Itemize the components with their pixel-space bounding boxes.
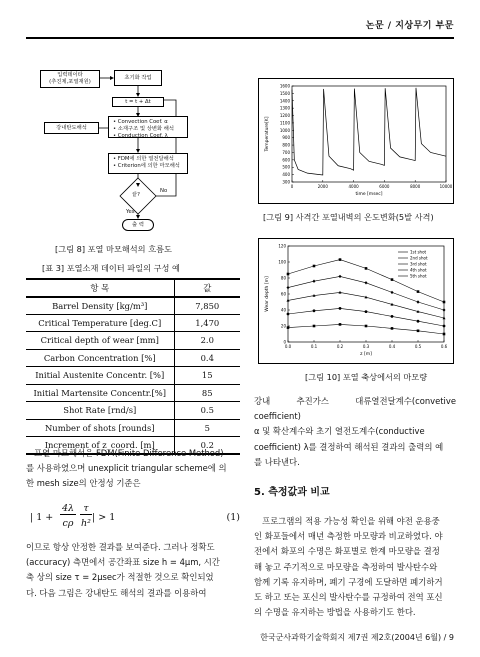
fig9-chart bbox=[258, 78, 454, 204]
data-point bbox=[339, 291, 342, 294]
x-axis-label: z [m] bbox=[360, 352, 372, 357]
table-row bbox=[26, 314, 240, 332]
header-rule bbox=[26, 37, 454, 39]
ballistics-box: 강내탄도해석 bbox=[44, 122, 99, 134]
x-tick-label: 2000 bbox=[317, 184, 328, 189]
table-row bbox=[26, 297, 240, 315]
table-row bbox=[26, 332, 240, 350]
data-point bbox=[313, 265, 316, 268]
data-point bbox=[365, 325, 368, 328]
section-heading: 5. 측정값과 비교 bbox=[254, 487, 330, 498]
x-tick-label: 6000 bbox=[379, 184, 390, 189]
table-cell-value: 2.0 bbox=[174, 332, 240, 350]
x-axis-label: time [msec] bbox=[355, 192, 383, 197]
data-point bbox=[339, 258, 342, 261]
data-point bbox=[287, 313, 290, 316]
text-line: 강내 추진가스 대류열전달계수(convetive coefficient) bbox=[254, 396, 456, 422]
y-tick-label: 700 bbox=[282, 149, 290, 155]
legend-label: 1st shot bbox=[410, 249, 427, 255]
text-line: 함께 기록 유지하며, 폐기 구경에 도달하면 폐기하거 bbox=[254, 576, 443, 587]
y-tick-label: 80 bbox=[280, 275, 286, 281]
text-line: 를 나타낸다. bbox=[254, 456, 300, 467]
table-header-item: 항 목 bbox=[26, 279, 174, 297]
y-tick-label: 500 bbox=[282, 164, 290, 170]
data-point bbox=[391, 278, 394, 281]
text-line: (accuracy) 측면에서 공간좌표 size h = 4μm, 시간 bbox=[26, 557, 220, 568]
y-tick-label: 1100 bbox=[279, 120, 290, 126]
table-header-value: 값 bbox=[174, 279, 240, 297]
data-point bbox=[287, 326, 290, 329]
fig9-caption: [그림 9] 사격간 포열내벽의 온도변화(5발 사격) bbox=[263, 212, 434, 222]
data-point bbox=[313, 280, 316, 283]
y-tick-label: 1600 bbox=[279, 83, 290, 89]
data-point bbox=[443, 308, 446, 311]
legend-label: 3rd shot bbox=[410, 261, 427, 267]
y-tick-label: 400 bbox=[282, 172, 290, 178]
table-cell-value: 7,850 bbox=[174, 297, 240, 315]
table-row bbox=[26, 402, 240, 420]
data-point bbox=[417, 320, 420, 323]
page-footer: 한국군사과학기술학회지 제7권 제2호(2004년 6월) / 9 bbox=[260, 633, 454, 642]
eq-h2: h² bbox=[81, 518, 91, 529]
text-line: 의 수명을 유지하는 방법을 사용하기도 한다. bbox=[254, 607, 416, 618]
text-line: 다. 다음 그림은 강내탄도 해석의 결과를 이용하여 bbox=[26, 587, 207, 598]
fig8-caption: [그림 8] 포열 마모해석의 흐름도 bbox=[55, 244, 172, 254]
text-line: 축 상의 size τ = 2μsec가 적절한 것으로 확인되었 bbox=[26, 572, 214, 583]
plot-area bbox=[292, 86, 446, 182]
text-line: 인 화포들에서 매년 측정한 마모량과 비교하였다. 야 bbox=[254, 531, 443, 542]
input-data-label: 입력데이타 bbox=[57, 72, 83, 78]
y-axis-label: Wear depth [m] bbox=[265, 276, 270, 312]
data-point bbox=[313, 325, 316, 328]
table-cell-value: 0.2 bbox=[174, 437, 240, 455]
table-cell-item: Shot Rate [rnd/s] bbox=[26, 402, 174, 420]
output-box: 출 력 bbox=[122, 219, 154, 231]
table3 bbox=[26, 278, 240, 455]
text-line: 프로그램의 적용 가능성 확인을 위해 야전 운용중 bbox=[262, 516, 440, 526]
table-row bbox=[26, 367, 240, 385]
table-cell-value: 0.4 bbox=[174, 349, 240, 367]
text-line: 한 mesh size의 안정성 기준은 bbox=[26, 478, 141, 489]
y-tick-label: 1300 bbox=[279, 105, 290, 111]
x-tick-label: 0 bbox=[290, 184, 294, 189]
y-axis-label: Temperature[K] bbox=[265, 116, 270, 152]
table-row bbox=[26, 419, 240, 437]
x-tick-label: 0.3 bbox=[362, 344, 370, 349]
flowchart bbox=[30, 60, 240, 240]
decision-label: 끝? bbox=[132, 192, 140, 198]
x-tick-label: 0.4 bbox=[388, 344, 396, 349]
table-cell-item: Critical Temperature [deg.C] bbox=[26, 314, 174, 332]
y-tick-label: 1000 bbox=[279, 127, 290, 133]
x-tick-label: 0.6 bbox=[440, 344, 448, 349]
table-cell-item: Number of shots [rounds] bbox=[26, 419, 174, 437]
table3-caption: [표 3] 포열소재 데이터 파일의 구성 예 bbox=[42, 263, 180, 273]
data-point bbox=[443, 333, 446, 336]
eq-number: (1) bbox=[226, 512, 240, 523]
table-row bbox=[26, 349, 240, 367]
x-tick-label: 10000 bbox=[439, 184, 453, 189]
data-point bbox=[313, 309, 316, 312]
text-line: coefficient) λ를 결정하여 해석된 결과의 출력의 예 bbox=[254, 441, 444, 452]
input-data-sublabel: (추진제,포열재원) bbox=[49, 79, 91, 85]
data-point bbox=[339, 307, 342, 310]
data-point bbox=[339, 323, 342, 326]
data-point bbox=[339, 275, 342, 278]
left-paragraph-2 bbox=[26, 540, 240, 601]
eq-lhs: | 1 + bbox=[30, 512, 54, 523]
y-tick-label: 0 bbox=[283, 339, 286, 345]
eq-tau: τ bbox=[80, 503, 92, 515]
fdm-line-2: • Criterion에 의한 마모해석 bbox=[113, 163, 180, 169]
text-line: 도 하고 또는 포신의 발사탄수를 규정하여 전역 포신 bbox=[254, 592, 443, 603]
fig10-caption: [그림 10] 포열 축상에서의 마모량 bbox=[305, 372, 428, 382]
time-step-box: t = t + Δt bbox=[112, 97, 164, 107]
x-tick-label: 8000 bbox=[410, 184, 421, 189]
eq-numerator: 4λ bbox=[61, 503, 75, 514]
y-tick-label: 1400 bbox=[279, 98, 290, 104]
x-tick-label: 0.5 bbox=[414, 344, 422, 349]
legend-label: 4th shot bbox=[410, 267, 427, 273]
eq-rhs: | > 1 bbox=[92, 512, 116, 523]
running-header: 논문 / 지상무기 부문 bbox=[365, 21, 454, 31]
x-tick-label: 0.0 bbox=[284, 344, 292, 349]
eq-denominator: cρ bbox=[62, 518, 74, 529]
coefficient-box bbox=[108, 116, 188, 138]
text-line: 포열 마모해석은 FDM(Finite Difference Method) bbox=[34, 448, 224, 458]
x-tick-label: 4000 bbox=[348, 184, 359, 189]
data-point bbox=[287, 286, 290, 289]
coef-line-1: • Convection Coef. α bbox=[113, 119, 168, 125]
y-tick-label: 40 bbox=[280, 307, 286, 313]
data-point bbox=[417, 300, 420, 303]
data-point bbox=[365, 310, 368, 313]
no-label: No bbox=[160, 188, 168, 194]
table-cell-item: Increment of z_coord. [m] bbox=[26, 437, 174, 455]
y-tick-label: 1200 bbox=[279, 113, 290, 119]
y-tick-label: 900 bbox=[282, 135, 290, 141]
equation-1 bbox=[30, 503, 240, 533]
coef-line-2: • 소재구조 및 상변화 해석 bbox=[113, 126, 175, 132]
yes-label: Yes bbox=[126, 209, 135, 215]
series-line bbox=[292, 88, 446, 175]
input-data-box bbox=[40, 70, 100, 88]
table-cell-item: Critical depth of wear [mm] bbox=[26, 332, 174, 350]
text-line: 전에서 화포의 수명은 화포별로 한계 마모량을 결정 bbox=[254, 546, 440, 557]
data-point bbox=[391, 315, 394, 318]
table-row bbox=[26, 384, 240, 402]
text-line: α 및 확산계수와 초기 열전도계수(conductive bbox=[254, 426, 425, 437]
table-header-row bbox=[26, 279, 240, 297]
data-point bbox=[287, 273, 290, 276]
data-point bbox=[443, 325, 446, 328]
coef-line-3: • Conduction Coef. λ bbox=[113, 133, 168, 139]
fdm-line-1: • FDM에 의한 열전달해석 bbox=[113, 156, 174, 162]
table-cell-item: Carbon Concentration [%] bbox=[26, 349, 174, 367]
table-cell-value: 85 bbox=[174, 384, 240, 402]
data-point bbox=[391, 327, 394, 330]
data-point bbox=[443, 301, 446, 304]
y-tick-label: 120 bbox=[278, 243, 286, 249]
right-paragraph-2 bbox=[254, 514, 456, 620]
table-cell-item: Initial Martensite Concentr.[%] bbox=[26, 384, 174, 402]
left-paragraph-1 bbox=[26, 446, 240, 492]
text-line: 해 놓고 주기적으로 마모량을 측정하여 발사탄수와 bbox=[254, 561, 438, 572]
data-point bbox=[417, 330, 420, 333]
text-line: 를 사용하였으며 unexplicit triangular scheme에 의 bbox=[26, 463, 227, 474]
text-line: 이므로 항상 안정한 결과를 보여준다. 그러나 정확도 bbox=[26, 542, 215, 552]
data-point bbox=[365, 281, 368, 284]
data-point bbox=[417, 290, 420, 293]
y-tick-label: 1500 bbox=[279, 90, 290, 96]
y-tick-label: 60 bbox=[280, 291, 286, 297]
legend-label: 5th shot bbox=[410, 273, 427, 279]
y-tick-label: 800 bbox=[282, 142, 290, 148]
table-cell-item: Barrel Density [kg/m³] bbox=[26, 297, 174, 315]
data-point bbox=[365, 267, 368, 270]
table-cell-item: Initial Austenite Concentr. [%] bbox=[26, 367, 174, 385]
init-box: 초기화 작업 bbox=[114, 70, 162, 86]
y-tick-label: 100 bbox=[278, 259, 286, 265]
fdm-box bbox=[108, 153, 188, 174]
right-paragraph-1 bbox=[254, 394, 456, 470]
table-cell-value: 1,470 bbox=[174, 314, 240, 332]
table-cell-value: 0.5 bbox=[174, 402, 240, 420]
y-tick-label: 600 bbox=[282, 157, 290, 163]
x-tick-label: 0.1 bbox=[310, 344, 318, 349]
y-tick-label: 20 bbox=[280, 323, 286, 329]
table-cell-value: 5 bbox=[174, 419, 240, 437]
legend-label: 2nd shot bbox=[410, 255, 428, 261]
fig10-chart bbox=[258, 238, 454, 364]
data-point bbox=[391, 291, 394, 294]
x-tick-label: 0.2 bbox=[336, 344, 344, 349]
table-cell-value: 15 bbox=[174, 367, 240, 385]
y-tick-label: 300 bbox=[282, 179, 290, 185]
